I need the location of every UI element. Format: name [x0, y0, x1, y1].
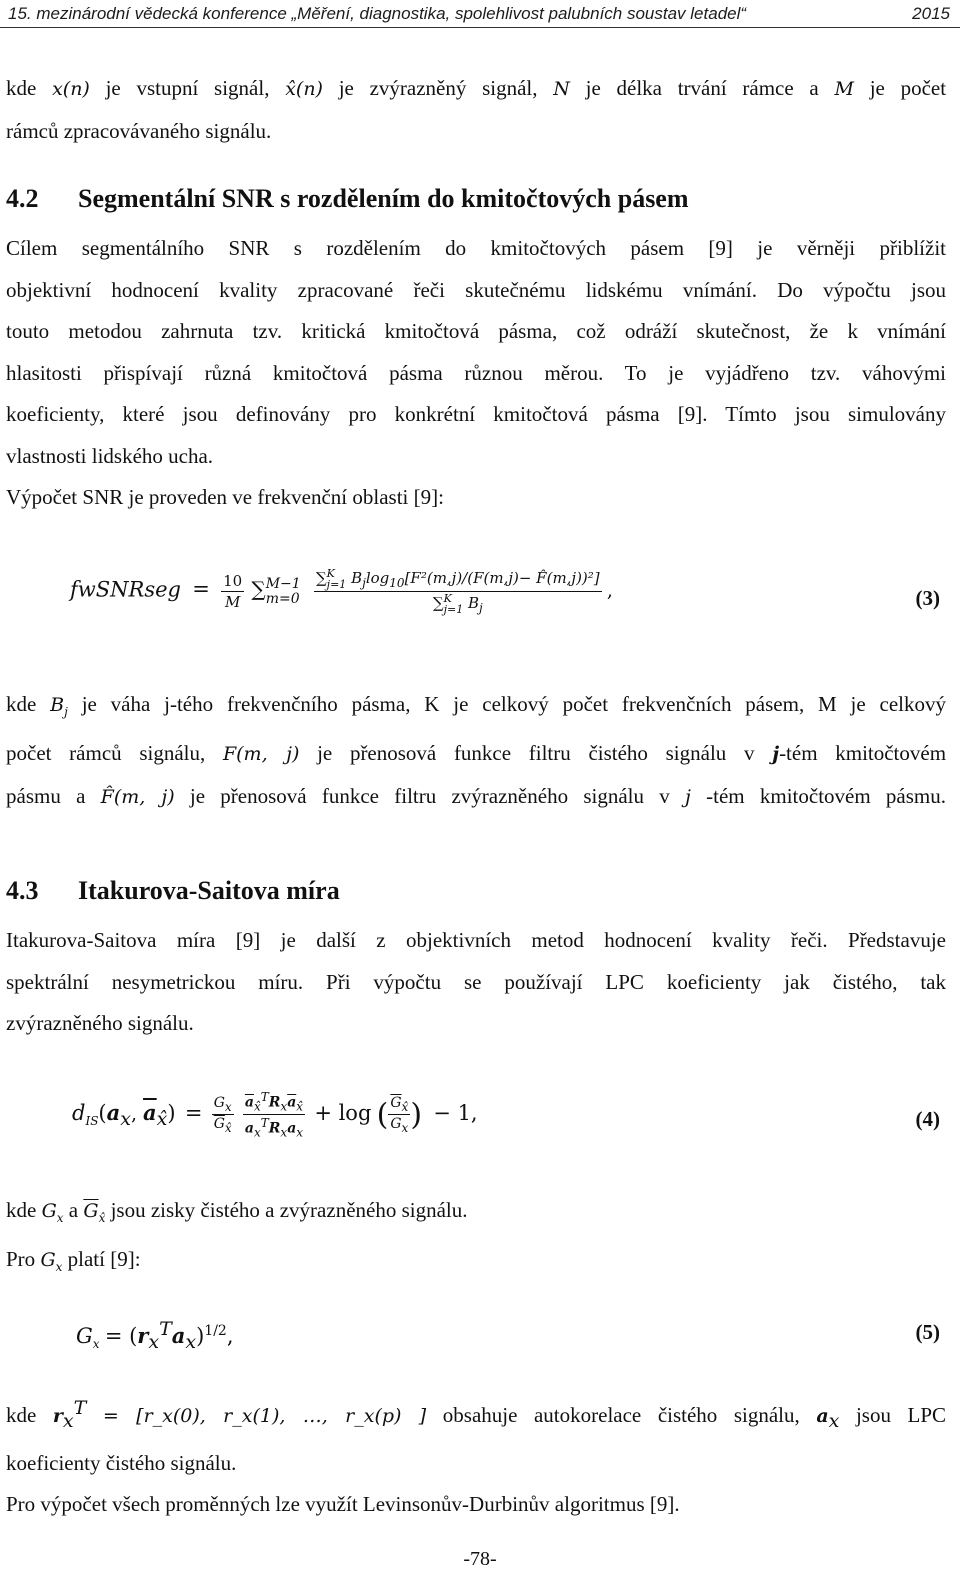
equation-5-explanation: [6, 1388, 946, 1526]
explain-line-2: Pro $G_x$ platí [9]:: [6, 1247, 141, 1275]
body-line: hlasitosti přispívají různá kmitočtová pásma různou měrou. To je vyjádřeno tzv. váhovými: [6, 360, 946, 385]
body-line: zvýrazněného signálu.: [6, 1011, 194, 1035]
explain-line-1: kde $B_j$ je váha j-tého frekvenčního pásma, K je celkový počet frekvenčních pásem, M je celkový: [6, 692, 946, 719]
conference-year: 2015: [912, 4, 950, 23]
explain-line-3: Pro výpočet všech proměnných lze využít Levinsonův-Durbinův algoritmus [9].: [6, 1492, 680, 1517]
conference-title: 15. mezinárodní vědecká konference „Měření, diagnostika, spolehlivost palubních soustav letadel“: [8, 4, 747, 23]
body-line: touto metodou zahrnuta tzv. kritická kmitočtová pásma, což odráží skutečnost, že k vnímání: [6, 319, 946, 343]
explain-line-3: pásmu a F̂(m, j) je přenosová funkce filtru zvýrazněného signálu v j -tém kmitočtovém pásmu.: [6, 783, 947, 808]
equation-3-explanation: [6, 684, 946, 818]
body-line: Výpočet SNR je proveden ve frekvenční oblasti [9]:: [6, 485, 444, 509]
explain-line-1: kde $G_x$ a $\overline{G}_{x̂}$ jsou zisky čistého a zvýrazněného signálu.: [6, 1198, 468, 1225]
section-4-2-body: [6, 228, 946, 519]
equation-3: fwSNRseg = $\frac{10}{M}$ ∑ M−1 m=0 ∑ K j=1 $B_j\log_{10}[F^2(m,j)/(F(m,j)-$ F̂(m,j))²] ∑ K j=1 $B_j$ ,: [70, 567, 613, 616]
explain-line-2: počet rámců signálu, F(m, j) je přenosová funkce filtru čistého signálu v j-tém kmitočtovém: [6, 741, 947, 766]
body-line: koeficienty, které jsou definovány pro konkrétní kmitočtová pásma [9]. Tímto jsou simulovány: [6, 402, 946, 426]
section-heading-4-3: 4.3 Itakurova-Saitova míra: [6, 876, 340, 905]
explain-line-2: koeficienty čistého signálu.: [6, 1450, 237, 1475]
equation-4-number: (4): [915, 1107, 940, 1131]
body-line: spektrální nesymetrickou míru. Při výpočtu se používají LPC koeficienty jak čistého, tak: [6, 969, 946, 994]
intro-line-1: kde x(n) je vstupní signál, x̂(n) je zvýrazněný signál, N je délka trvání rámce a M je počet: [6, 76, 947, 100]
explain-line-1: kde $r_x^T$ = [r_x(0), r_x(1), …, r_x(p) ] obsahuje autokorelace čistého signálu, $a_x$ jsou LPC: [6, 1397, 947, 1433]
page-header: [0, 0, 960, 28]
page-number: -78-: [463, 1548, 497, 1570]
intro-line-2: rámců zpracovávaného signálu.: [6, 118, 272, 143]
equation-3-number: (3): [915, 586, 940, 610]
section-heading-4-2: 4.2 Segmentální SNR s rozdělením do kmitočtových pásem: [6, 184, 689, 213]
body-line: Cílem segmentálního SNR s rozdělením do kmitočtových pásem [9] je věrněji přiblížit: [6, 236, 946, 260]
section-4-3-body: [6, 920, 946, 1045]
body-line: objektivní hodnocení kvality zpracované řeči skutečnému lidskému vnímání. Do výpočtu jsou: [6, 277, 946, 302]
equation-4: $d_{IS}(a_x$, $\overline{a}_{x̂}$) = $\frac{G_x}{\overline{G}_{x̂}}$ $\frac{\overline{a}_{x̂}^TR_x\overline{a}_{x̂}}{a_x^TR_xa_x}$ + log ( $\frac{\overline{G}_{x̂}}{G_x}$ ) − 1,: [72, 1090, 478, 1140]
intro-paragraph: [6, 68, 946, 152]
equation-5-number: (5): [915, 1320, 940, 1344]
body-line: vlastnosti lidského ucha.: [6, 443, 214, 468]
equation-4-explanation: [6, 1190, 946, 1289]
equation-5: $G_x = (r_x^Ta_x)^{1/2}$,: [76, 1318, 234, 1354]
body-line: Itakurova-Saitova míra [9] je další z objektivních metod hodnocení kvality řeči. Představuje: [6, 928, 946, 952]
